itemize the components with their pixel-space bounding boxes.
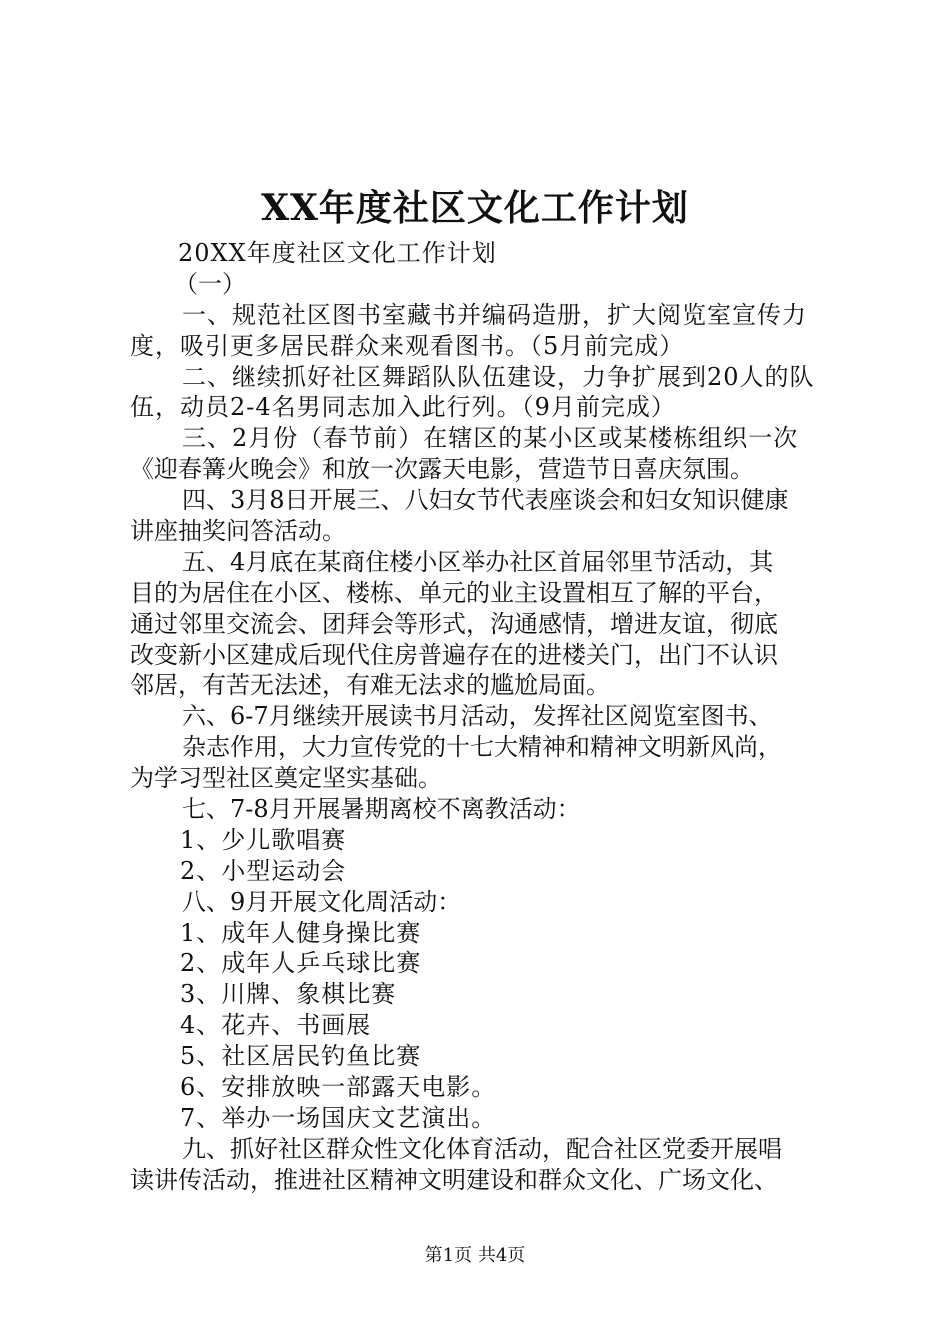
document-title: XX年度社区文化工作计划	[261, 187, 689, 229]
paragraph-line: 八、9月开展文化周活动：	[182, 887, 462, 916]
section-marker: （一）	[174, 269, 246, 298]
paragraph-line: 讲座抽奖问答活动。	[130, 517, 346, 546]
list-item: 1、成年人健身操比赛	[180, 918, 422, 947]
paragraph-line: 四、3月8日开展三、八妇女节代表座谈会和妇女知识健康	[182, 486, 789, 515]
list-item: 7、举办一场国庆文艺演出。	[180, 1103, 497, 1132]
paragraph-line: 七、7-8月开展暑期离校不离教活动：	[182, 795, 581, 824]
paragraph-line: 改变新小区建成后现代住房普遍存在的进楼关门，出门不认识	[130, 640, 778, 669]
list-item: 3、川牌、象棋比赛	[180, 980, 397, 1009]
paragraph-line: 度，吸引更多居民群众来观看图书。（5月前完成）	[130, 331, 685, 360]
list-item: 2、小型运动会	[180, 856, 347, 885]
paragraph-line: 五、4月底在某商住楼小区举办社区首届邻里节活动，其	[182, 547, 774, 576]
list-item: 4、花卉、书画展	[180, 1011, 372, 1040]
paragraph-line: 一、规范社区图书室藏书并编码造册，扩大阅览室宣传力	[182, 300, 807, 329]
paragraph-line: 六、6-7月继续开展读书月活动，发挥社区阅览室图书、	[182, 702, 773, 731]
paragraph-line: 九、抓好社区群众性文化体育活动，配合社区党委开展唱	[182, 1134, 782, 1163]
list-item: 6、安排放映一部露天电影。	[180, 1073, 497, 1102]
paragraph-line: 杂志作用，大力宣传党的十七大精神和精神文明新风尚，	[182, 733, 782, 762]
paragraph-line: 伍，动员2-4名男同志加入此行列。（9月前完成）	[130, 393, 676, 422]
paragraph-line: 通过邻里交流会、团拜会等形式，沟通感情，增进友谊，彻底	[130, 609, 778, 638]
paragraph-line: 三、2月份（春节前）在辖区的某小区或某楼栋组织一次	[182, 424, 799, 453]
list-item: 5、社区居民钓鱼比赛	[180, 1042, 422, 1071]
paragraph-line: 读讲传活动，推进社区精神文明建设和群众文化、广场文化、	[130, 1165, 778, 1194]
paragraph-line: 邻居，有苦无法述，有难无法求的尴尬局面。	[130, 671, 610, 700]
paragraph-line: 为学习型社区奠定坚实基础。	[130, 764, 442, 793]
list-item: 2、成年人乒乓球比赛	[180, 949, 422, 978]
page-footer: 第1页 共4页	[424, 1245, 526, 1266]
paragraph-line: 二、继续抓好社区舞蹈队队伍建设，力争扩展到20人的队	[182, 362, 815, 391]
subtitle-line: 20XX年度社区文化工作计划	[178, 239, 497, 267]
list-item: 1、少儿歌唱赛	[180, 825, 347, 854]
paragraph-line: 目的为居住在小区、楼栋、单元的业主设置相互了解的平台，	[130, 578, 778, 607]
document-body	[130, 238, 830, 1196]
paragraph-line: 《迎春篝火晚会》和放一次露天电影，营造节日喜庆氛围。	[130, 455, 754, 484]
